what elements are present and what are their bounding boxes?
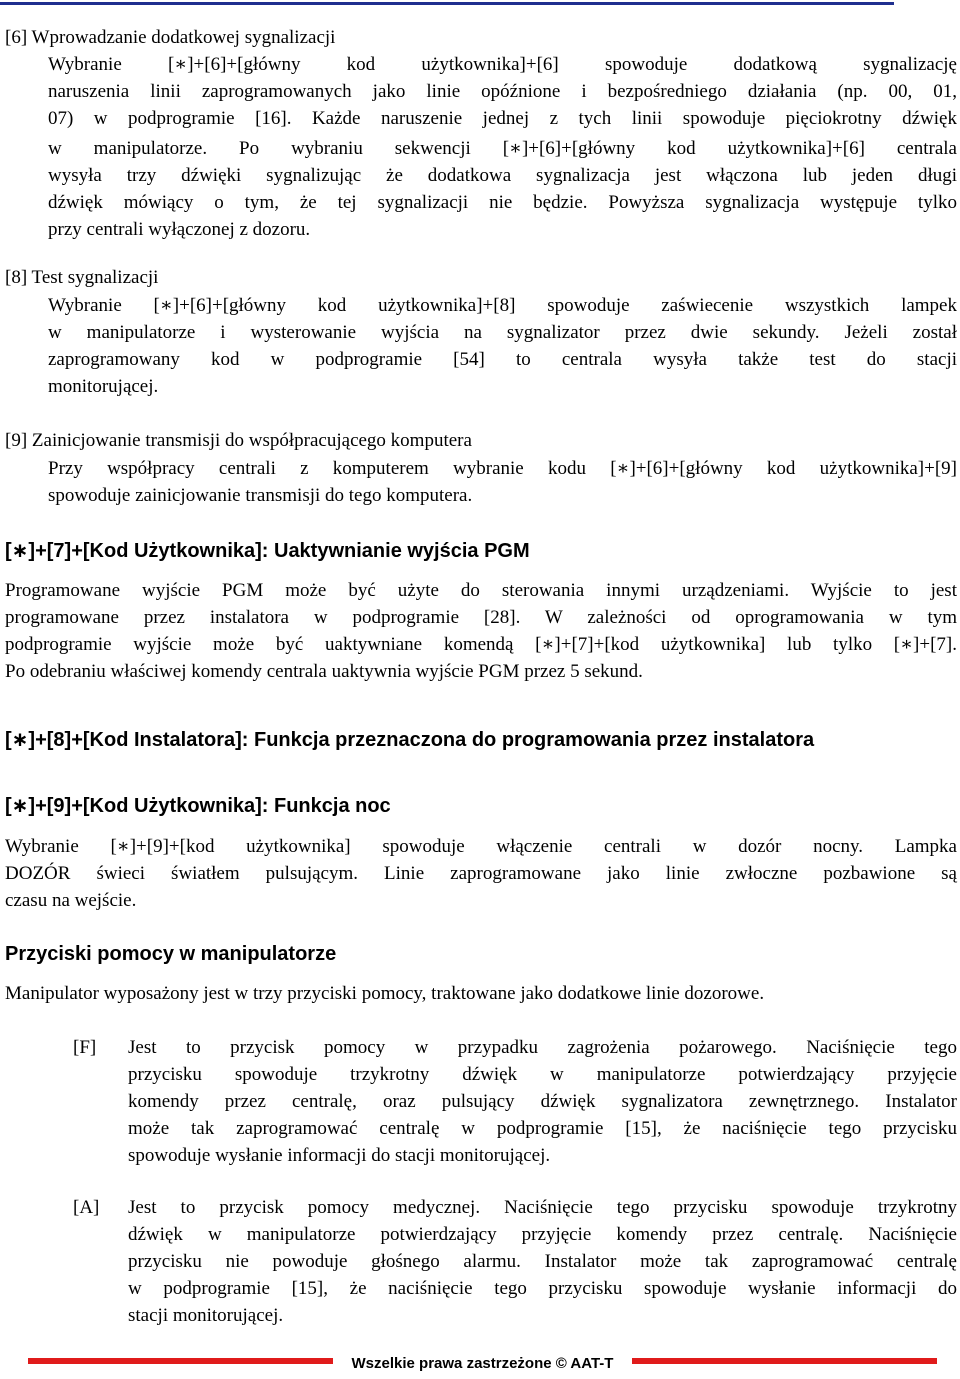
top-rule — [0, 2, 894, 5]
pgm-line: Programowane wyjście PGM może być użyte do sterowania innymi urządzeniami. Wyjście to jest — [5, 580, 957, 601]
night-line: czasu na wejście. — [5, 890, 137, 911]
section-8-line: monitorującej. — [48, 376, 159, 397]
section-9-line: Przy współpracy centrali z komputerem wybranie kodu [∗]+[6]+[główny kod użytkownika]+[9] — [48, 458, 957, 479]
pgm-line: podprogramie wyjście może być uaktywniane komendą [∗]+[7]+[kod użytkownika] lub tylko [∗]+[7]. — [5, 634, 957, 655]
key-f-line: Jest to przycisk pomocy w przypadku zagrożenia pożarowego. Naciśnięcie tego — [128, 1037, 957, 1058]
night-line: DOZÓR świeci światłem pulsującym. Linie zaprogramowane jako linie zwłoczne pozbawione są — [5, 863, 957, 884]
help-heading: Przyciski pomocy w manipulatorze — [5, 943, 337, 965]
night-heading: [∗]+[9]+[Kod Użytkownika]: Funkcja noc — [5, 795, 391, 817]
help-intro: Manipulator wyposażony jest w trzy przyciski pomocy, traktowane jako dodatkowe linie dozorowe. — [5, 983, 765, 1004]
key-f-line: może tak zaprogramować centralę w podprogramie [15], że naciśnięcie tego przycisku — [128, 1118, 957, 1139]
section-8-heading: [8] Test sygnalizacji — [5, 267, 159, 288]
section-9-line: spowoduje zainicjowanie transmisji do tego komputera. — [48, 485, 473, 506]
key-a-line: przycisku nie powoduje głośnego alarmu. Instalator może tak zaprogramować centralę — [128, 1251, 957, 1272]
key-a-line: dźwięk w manipulatorze potwierdzający przyjęcie komendy przez centralę. Naciśnięcie — [128, 1224, 957, 1245]
section-6-line: dźwięk mówiący o tym, że tej sygnalizacji nie będzie. Powyższa sygnalizacja występuje tylko — [48, 192, 957, 213]
key-a-line: w podprogramie [15], że naciśnięcie tego przycisku spowoduje wysłanie informacji do — [128, 1278, 957, 1299]
key-a-line: stacji monitorującej. — [128, 1305, 284, 1326]
section-8-line: zaprogramowany kod w podprogramie [54] to centrala wysyła także test do stacji — [48, 349, 957, 370]
section-9-heading: [9] Zainicjowanie transmisji do współpracującego komputera — [5, 430, 472, 451]
footer-copyright: Wszelkie prawa zastrzeżone © AAT-T — [340, 1355, 625, 1373]
section-6-line: wysyła trzy dźwięki sygnalizując że dodatkowa sygnalizacja jest włączona lub jeden długi — [48, 165, 957, 186]
pgm-line: programowane przez instalatora w podprogramie [28]. W zależności od oprogramowania w tym — [5, 607, 957, 628]
key-f-label: [F] — [73, 1037, 97, 1058]
pgm-line: Po odebraniu właściwej komendy centrala uaktywnia wyjście PGM przez 5 sekund. — [5, 661, 643, 682]
section-8-line: w manipulatorze i wysterowanie wyjścia na sygnalizator przez dwie sekundy. Jeżeli został — [48, 322, 957, 343]
key-f-line: przycisku spowoduje trzykrotny dźwięk w manipulatorze potwierdzający przyjęcie — [128, 1064, 957, 1085]
key-a-line: Jest to przycisk pomocy medycznej. Naciśnięcie tego przycisku spowoduje trzykrotny — [128, 1197, 957, 1218]
key-f-line: komendy przez centralę, oraz pulsujący dźwięk sygnalizatora zewnętrznego. Instalator — [128, 1091, 957, 1112]
key-f-line: spowoduje wysłanie informacji do stacji monitorującej. — [128, 1145, 551, 1166]
pgm-heading: [∗]+[7]+[Kod Użytkownika]: Uaktywnianie wyjścia PGM — [5, 540, 530, 562]
section-6-line: Wybranie [∗]+[6]+[główny kod użytkownika]+[6] spowoduje dodatkową sygnalizację — [48, 54, 957, 75]
section-8-line: Wybranie [∗]+[6]+[główny kod użytkownika]+[8] spowoduje zaświecenie wszystkich lampek — [48, 295, 957, 316]
footer-rule-right — [632, 1358, 937, 1364]
section-6-line: przy centrali wyłączonej z dozoru. — [48, 219, 311, 240]
section-6-line: w manipulatorze. Po wybraniu sekwencji [∗]+[6]+[główny kod użytkownika]+[6] centrala — [48, 138, 957, 159]
section-6-heading: [6] Wprowadzanie dodatkowej sygnalizacji — [5, 27, 336, 48]
night-line: Wybranie [∗]+[9]+[kod użytkownika] spowoduje włączenie centrali w dozór nocny. Lampka — [5, 836, 957, 857]
section-6-line: naruszenia linii zaprogramowanych jako linie opóźnione i bezpośredniego działania (np. 00, 01, — [48, 81, 957, 102]
key-a-label: [A] — [73, 1197, 100, 1218]
footer-rule-left — [28, 1358, 333, 1364]
section-6-line: 07) w podprogramie [16]. Każde naruszenie jednej z tych linii spowoduje pięciokrotny dźwięk — [48, 108, 957, 129]
installer-heading: [∗]+[8]+[Kod Instalatora]: Funkcja przeznaczona do programowania przez instalatora — [5, 729, 815, 751]
